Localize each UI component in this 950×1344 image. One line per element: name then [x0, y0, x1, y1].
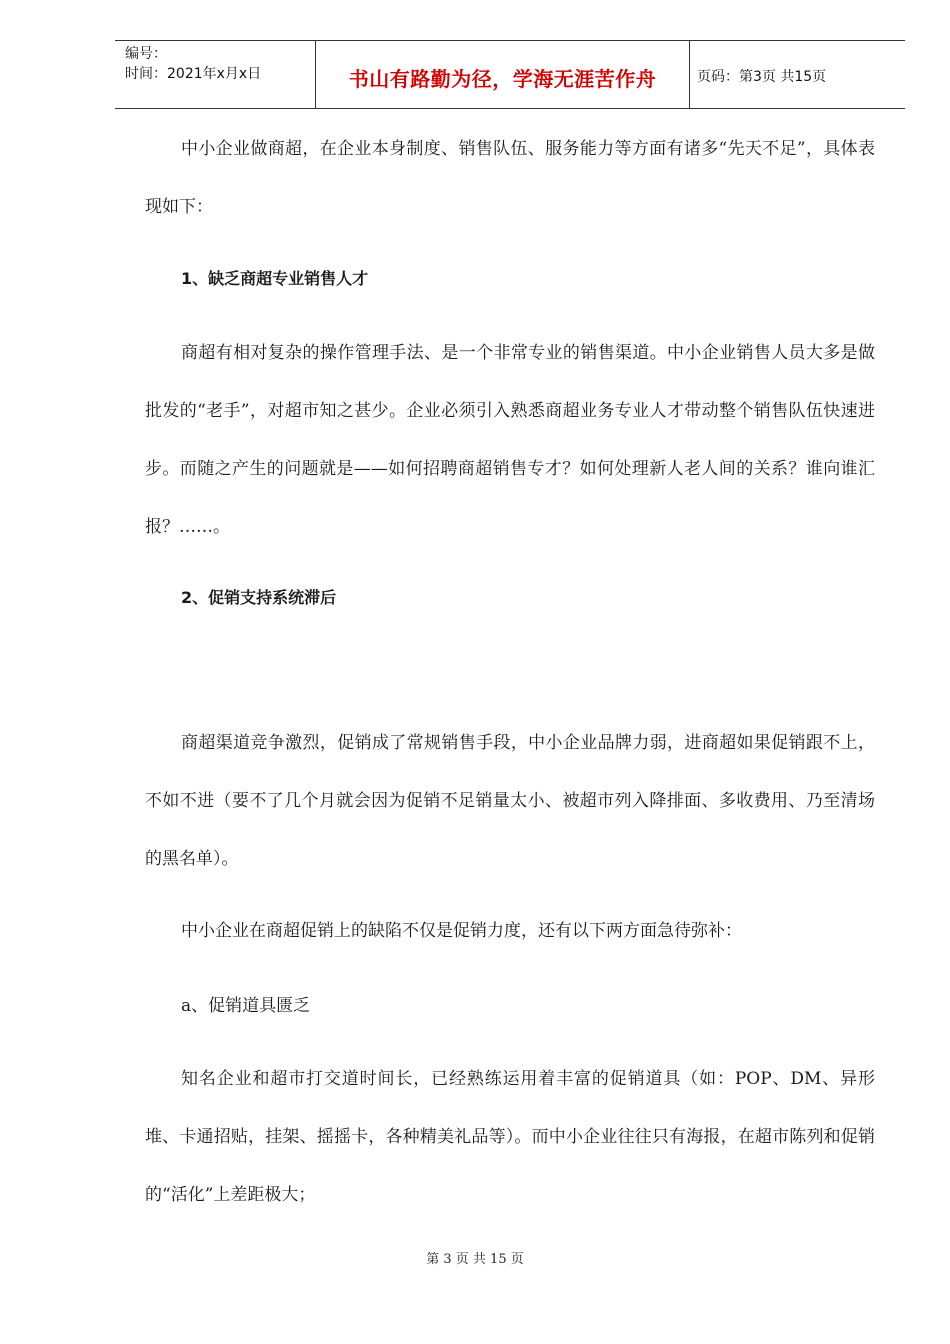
- date-line: 时间：2021年x月x日: [125, 66, 262, 82]
- serial-number-label: 编号：: [125, 46, 167, 62]
- intro-paragraph: 中小企业做商超，在企业本身制度、销售队伍、服务能力等方面有诸多“先天不足”，具体表现如下：: [145, 139, 875, 217]
- props-paragraph: 知名企业和超市打交道时间长，已经熟练运用着丰富的促销道具（如：POP、DM、异形堆、卡通招贴，挂架、摇摇卡，各种精美礼品等）。而中小企业往往只有海报，在超市陈列和促销的“活化”上差距极大；: [145, 1069, 875, 1205]
- section-heading-2: 2、促销支持系统滞后: [181, 588, 337, 607]
- page-number-info: 页码：第3页 共15页: [697, 69, 827, 85]
- section-2-paragraph: 商超渠道竞争激烈，促销成了常规销售手段，中小企业品牌力弱，进商超如果促销跟不上，不如不进（要不了几个月就会因为促销不足销量太小、被超市列入降排面、多收费用、乃至清场的黑名单）。: [145, 733, 875, 869]
- document-header: [115, 40, 905, 109]
- section-heading-1: 1、缺乏商超专业销售人才: [181, 269, 369, 288]
- page-footer: 第 3 页 共 15 页: [426, 1252, 524, 1267]
- section-1-paragraph: 商超有相对复杂的操作管理手法、是一个非常专业的销售渠道。中小企业销售人员大多是做批发的“老手”，对超市知之甚少。企业必须引入熟悉商超业务专业人才带动整个销售队伍快速进步。而随之产生的问题就是——如何招聘商超销售专才？如何处理新人老人间的关系？谁向谁汇报？……。: [145, 343, 875, 537]
- motto-text: 书山有路勤为径，学海无涯苦作舟: [348, 67, 657, 91]
- subheading-a: a、促销道具匮乏: [181, 996, 311, 1016]
- header-motto-cell: [315, 41, 690, 108]
- header-meta-cell: [115, 41, 315, 108]
- deficiency-intro-paragraph: 中小企业在商超促销上的缺陷不仅是促销力度，还有以下两方面急待弥补：: [181, 921, 742, 941]
- header-page-cell: [689, 41, 905, 108]
